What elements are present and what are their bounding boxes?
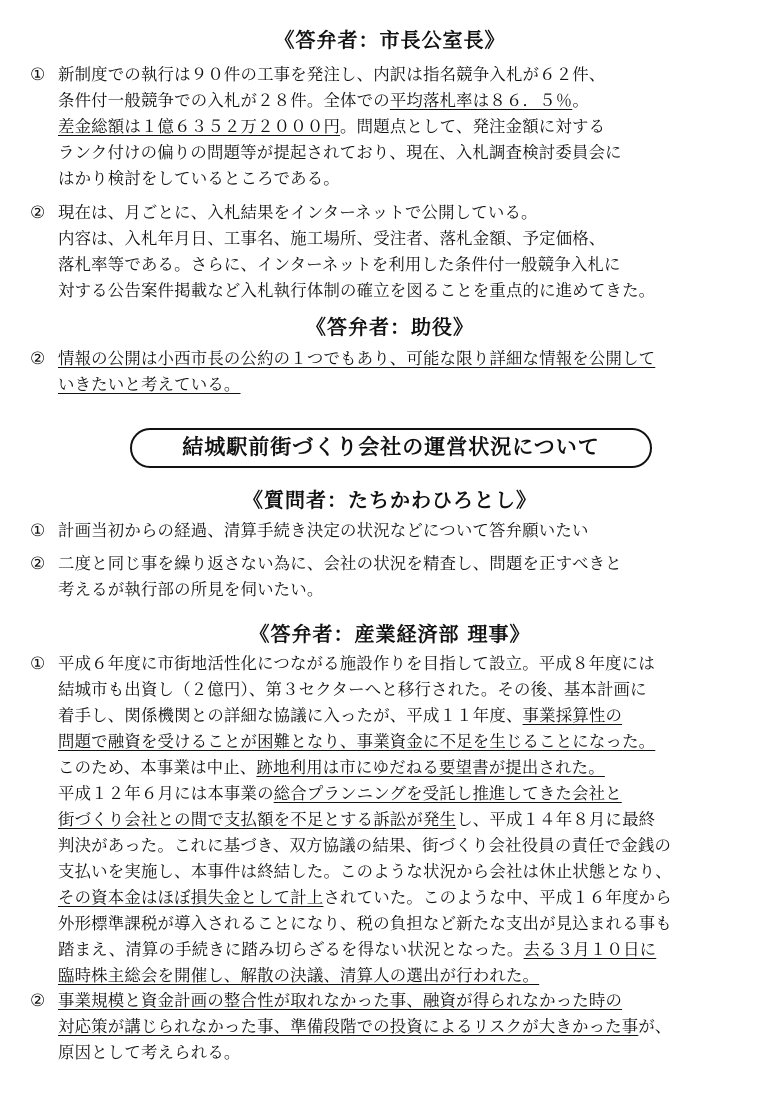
underlined-text: 去る３月１０日に <box>523 940 657 959</box>
text-line: 二度と同じ事を繰り返さない為に、会社の状況を精査し、問題を正すべきと <box>58 554 622 573</box>
answerer-heading-mayor-office: 《答弁者：市長公室長》 <box>274 28 506 52</box>
item-text <box>58 551 775 603</box>
text-line: 対する公告案件掲載など入札執行体制の確立を図ることを重点的に進めてきた。 <box>58 281 656 300</box>
text-line: 原因として考えられる。 <box>58 1043 241 1062</box>
text-line <box>58 703 775 729</box>
underlined-text: 街づくり会社との間で支払額を不足とする訴訟が発生 <box>58 810 457 829</box>
text-segment: 。問題点として、発注金額に対する <box>340 117 606 136</box>
item-text <box>58 200 775 304</box>
text-line: 結城市も出資し（２億円）、第３セクターへと移行された。その後、基本計画に <box>58 680 647 699</box>
text-segment: し、平成１４年８月に最終 <box>456 810 656 829</box>
text-line: 新制度での執行は９０件の工事を発注し、内訳は指名競争入札が６２件、 <box>58 65 606 84</box>
underlined-text: いきたいと考えている。 <box>58 375 241 394</box>
text-line: 平成６年度に市街地活性化につながる施設作りを目指して設立。平成８年度には <box>58 654 655 673</box>
questioner-heading: 《質問者：たちかわひろとし》 <box>243 488 537 512</box>
underlined-text: 総合プランニングを受託し推進してきた会社と <box>273 784 622 803</box>
question-item-1 <box>30 518 775 544</box>
underlined-text: 問題で融資を受けることが困難となり、事業資金に不足を生じることになった。 <box>58 732 656 751</box>
underlined-text: 臨時株主総会を開催し、解散の決議、清算人の選出が行われた。 <box>58 966 540 985</box>
text-line: ランク付けの偏りの問題等が提起されており、現在、入札調査検討委員会に <box>58 143 622 162</box>
underlined-text: 平均落札率は８６．５％ <box>389 91 573 110</box>
text-segment: 。 <box>572 91 589 110</box>
underlined-text: 情報の公開は小西市長の公約の１つでもあり、可能な限り詳細な情報を公開して <box>58 349 656 368</box>
text-line <box>58 755 775 781</box>
text-line: 支払いを実施し、本事件は終結した。このような状況から会社は休止状態となり、 <box>58 862 672 881</box>
text-segment: 着手し、関係機関との詳細な協議に入ったが、平成１１年度、 <box>58 706 523 725</box>
text-line: 判決があった。これに基づき、双方協議の結果、街づくり会社役員の責任で金銭の <box>58 836 672 855</box>
answer-item-2 <box>30 200 775 304</box>
item-text <box>58 988 775 1066</box>
question-item-2 <box>30 551 775 603</box>
text-segment: 条件付一般競争での入札が２８件。全体での <box>58 91 390 110</box>
underlined-text: 事業採算性の <box>522 706 623 725</box>
text-line: 落札率等である。さらに、インターネットを利用した条件付一般競争入札に <box>58 255 621 274</box>
underlined-text: 差金総額は１億６３５２万２０００円 <box>58 117 341 136</box>
item-number: ① <box>30 654 46 674</box>
text-line: 外形標準課税が導入されることになり、税の負担など新たな支出が見込まれる事も <box>58 914 672 933</box>
underlined-text: 跡地利用は市にゆだねる要望書が提出された。 <box>256 758 605 777</box>
underlined-text: その資本金はほぼ損失金として計上 <box>58 888 324 907</box>
item-number: ② <box>30 991 46 1011</box>
text-line: 考えるが執行部の所見を伺いたい。 <box>58 580 324 599</box>
item-number: ② <box>30 349 46 369</box>
item-number: ② <box>30 203 46 223</box>
industry-answer-item-1 <box>30 651 775 989</box>
deputy-answer-item-2 <box>30 346 775 398</box>
text-segment: 踏まえ、清算の手続きに踏み切らざるを得ない状況となった。 <box>58 940 524 959</box>
answer-item-1 <box>30 62 775 192</box>
text-line <box>58 885 775 911</box>
item-number: ② <box>30 554 46 574</box>
section-title-box: 結城駅前街づくり会社の運営状況について <box>130 428 652 468</box>
text-line <box>58 88 775 114</box>
text-line <box>58 781 775 807</box>
item-text <box>58 651 775 989</box>
item-number: ① <box>30 521 46 541</box>
text-line: 内容は、入札年月日、工事名、施工場所、受注者、落札金額、予定価格、 <box>58 229 606 248</box>
item-text <box>58 346 775 398</box>
underlined-text: 事業規模と資金計画の整合性が取れなかった事、融資が得られなかった時の <box>58 991 623 1010</box>
text-segment: 平成１２年６月には本事業の <box>58 784 274 803</box>
text-line: 現在は、月ごとに、入札結果をインターネットで公開している。 <box>58 203 538 222</box>
text-segment: このため、本事業は中止、 <box>58 758 257 777</box>
text-line <box>58 114 775 140</box>
item-text <box>58 62 775 192</box>
text-line <box>58 937 775 963</box>
text-line <box>58 807 775 833</box>
text-segment: されていた。このような中、平成１６年度から <box>323 888 672 907</box>
industry-answer-item-2 <box>30 988 775 1066</box>
underlined-text: 対応策が講じられなかった事、準備段階での投資によるリスクが大きかった事 <box>58 1017 639 1036</box>
item-number: ① <box>30 65 46 85</box>
text-line: 計画当初からの経過、清算手続き決定の状況などについて答弁願いたい <box>58 521 589 540</box>
answerer-heading-deputy-mayor: 《答弁者：助役》 <box>306 315 474 339</box>
answerer-heading-industry-director: 《答弁者：産業経済部 理事》 <box>249 622 531 646</box>
text-line: はかり検討をしているところである。 <box>58 169 340 188</box>
text-line <box>58 1014 775 1040</box>
item-text <box>58 518 775 544</box>
text-segment: が、 <box>638 1017 672 1036</box>
